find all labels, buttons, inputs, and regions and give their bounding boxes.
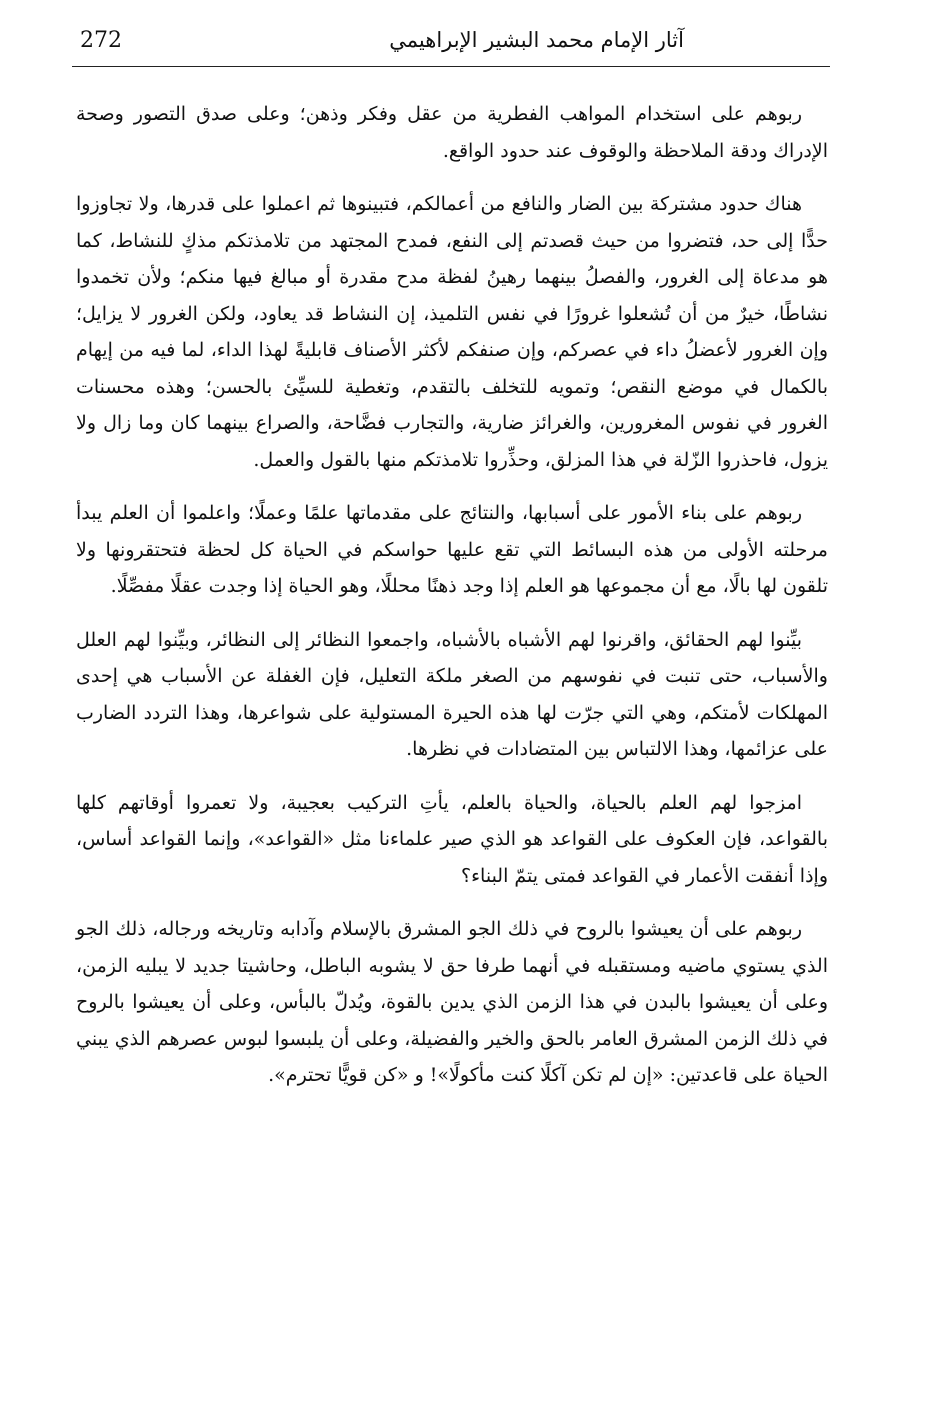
paragraph: بيِّنوا لهم الحقائق، واقرنوا لهم الأشباه بالأشباه، واجمعوا النظائر إلى النظائر، وبيِّنوا لهم العلل والأسباب، حتى تنبت في نفوسهم من الصغر ملكة التعليل، فإن الغفلة عن الأسباب هي إحدى المهلكات لأمتكم، وهي التي جرّت لها هذه الحيرة المستولية على شواعرها، وهذا التردد الضارب على عزائمها، وهذا الالتباس بين المتضادات في نظرها. [76,628,828,760]
paragraph: ربوهم على بناء الأمور على أسبابها، والنتائج على مقدماتها علمًا وعملًا؛ واعلموا أن العلم يبدأ مرحلته الأولى من هذه البسائط التي تقع عليها حواسكم في الحياة كل لحظة فتحتقرونها ولا تلقون لها بالًا، مع أن مجموعها هو العلم إذا وجد ذهنًا محللًا، وهو الحياة إذا وجدت عقلًا مفصِّلًا. [76,502,828,597]
running-title: آثار الإمام محمد البشير الإبراهيمي [389,28,684,52]
paragraph: امزجوا لهم العلم بالحياة، والحياة بالعلم، يأتِ التركيب بعجيبة، ولا تعمروا أوقاتهم كلها بالقواعد، فإن العكوف على القواعد هو الذي صير علماءنا مثل «القواعد»، وإنما القواعد أساس، وإذا أنفقت الأعمار في القواعد فمتى يتمّ البناء؟ [76,791,828,887]
paragraph: ربوهم على أن يعيشوا بالروح في ذلك الجو المشرق بالإسلام وآدابه وتاريخه ورجاله، ذلك الجو الذي يستوي ماضيه ومستقبله في أنهما طرفا حق لا يشوبه الباطل، وحاشيتا جديد لا يبليه الزمن، وعلى أن يعيشوا بالبدن في هذا الزمن الذي يدين بالقوة، ويُدلّ بالبأس، وعلى أن يعيشوا بالروح في ذلك الزمن المشرق العامر بالحق والخير والفضيلة، وعلى أن يلبسوا لبوس عصرهم الذي يبني الحياة على قاعدتين: «إن لم تكن آكلًا كنت مأكولًا»! و «كن قويًّا تحترم». [76,918,828,1086]
page-header [72,20,830,67]
paragraph: ربوهم على استخدام المواهب الفطرية من عقل وفكر وذهن؛ وعلى صدق التصور وصحة الإدراك ودقة الملاحظة والوقوف عند حدود الواقع. [76,103,828,162]
body-text [76,96,828,1111]
page-number: 272 [80,28,122,53]
paragraph: هناك حدود مشتركة بين الضار والنافع من أعمالكم، فتبينوها ثم اعملوا على قدرها، ولا تجاوزوا حدًّا إلى حد، فتضروا من حيث قصدتم إلى النفع، فمدح المجتهد من تلامذتكم مذكٍ للنشاط، كما هو مدعاة إلى الغرور، والفصلُ بينهما رهينُ لفظة مدح مقدرة أو مبالغ فيها منكم؛ ولأن تخمدوا نشاطًا، خيرٌ من أن تُشعلوا غرورًا في نفس التلميذ، إن النشاط قد يعاود، ولكن الغرور لا يزايل؛ وإن الغرور لأعضلُ داء في عصركم، وإن صنفكم لأكثر الأصناف قابليةً لهذا الداء، لما فيه من إيهام بالكمال في موضع النقص؛ وتمويه للتخلف بالتقدم، وتغطية للسيِّئ بالحسن؛ وهذه محسنات الغرور في نفوس المغرورين، والغرائز ضارية، والتجارب فضَّاحة، والصراع بينهما كان وما زال ولا يزول، فاحذروا الزّلة في هذا المزلق، وحذِّروا تلامذتكم منها بالقول والعمل. [76,193,828,471]
